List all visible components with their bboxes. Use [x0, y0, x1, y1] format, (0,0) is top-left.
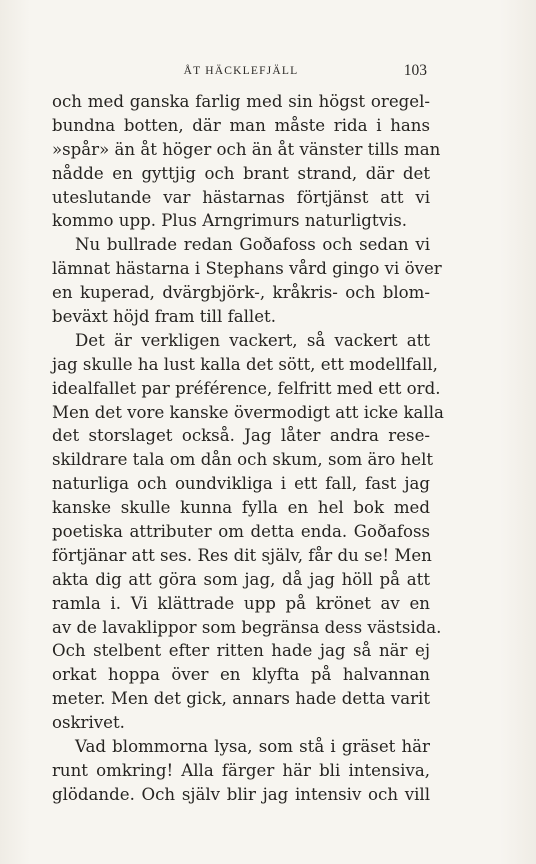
page-number: 103	[403, 62, 427, 79]
text-line: jag skulle ha lust kalla det sött, ett modellfall,	[52, 354, 438, 374]
text-line: Men det vore kanske övermodigt att icke kalla	[52, 402, 444, 422]
text-line: uteslutande var hästarnas förtjänst att vi	[52, 187, 430, 207]
text-line: glödande. Och själv blir jag intensiv och vill	[52, 784, 430, 804]
text-line: kanske skulle kunna fylla en hel bok med	[52, 498, 430, 518]
text-line: det storslaget också. Jag låter andra rese-	[52, 426, 430, 446]
text-line: bundna botten, där man måste rida i hans	[52, 115, 430, 135]
text-line: lämnat hästarna i Stephans vård gingo vi över	[52, 259, 442, 279]
paragraph	[52, 735, 430, 807]
text-line: Nu bullrade redan Goðafoss och sedan vi	[75, 235, 430, 255]
text-line: meter. Men det gick, annars hade detta varit	[52, 689, 430, 709]
text-line: akta dig att göra som jag, då jag höll på att	[52, 569, 430, 589]
body-text	[52, 90, 444, 807]
text-line: kommo upp. Plus Arngrimurs naturligtvis.	[52, 211, 408, 231]
text-line: förtjänar att ses. Res dit själv, får du se! Men	[52, 545, 432, 565]
text-line: skildrare tala om dån och skum, som äro helt	[52, 450, 434, 470]
text-line: oskrivet.	[52, 713, 125, 733]
text-line: naturliga och oundvikliga i ett fall, fast jag	[52, 474, 430, 494]
text-line: »spår» än åt höger och än åt vänster tills man	[52, 139, 441, 159]
text-line: runt omkring! Alla färger här bli intensiva,	[52, 760, 430, 780]
text-line: poetiska attributer om detta enda. Goðafoss	[52, 522, 430, 542]
text-line: idealfallet par préférence, felfritt med ett ord.	[52, 378, 441, 398]
text-line: av de lavaklippor som begränsa dess västsida.	[52, 617, 442, 637]
text-line: en kuperad, dvärgbjörk-, kråkris- och blom-	[52, 283, 430, 303]
text-line: och med ganska farlig med sin högst oregel-	[52, 92, 430, 111]
text-line: ramla i. Vi klättrade upp på krönet av en	[52, 593, 430, 613]
running-header	[52, 62, 430, 82]
paragraph	[52, 233, 442, 329]
text-line: beväxt höjd fram till fallet.	[52, 307, 276, 327]
text-line: Vad blommorna lysa, som stå i gräset här	[75, 737, 430, 757]
text-line: Och stelbent efter ritten hade jag så när ej	[52, 641, 430, 661]
paragraph	[52, 90, 441, 233]
text-line: nådde en gyttjig och brant strand, där det	[52, 163, 430, 183]
text-line: orkat hoppa över en klyfta på halvannan	[52, 665, 430, 685]
running-title: ÅT HÄCKLEFJÄLL	[183, 65, 299, 77]
text-line: Det är verkligen vackert, så vackert att	[75, 330, 430, 350]
paragraph	[52, 329, 444, 735]
